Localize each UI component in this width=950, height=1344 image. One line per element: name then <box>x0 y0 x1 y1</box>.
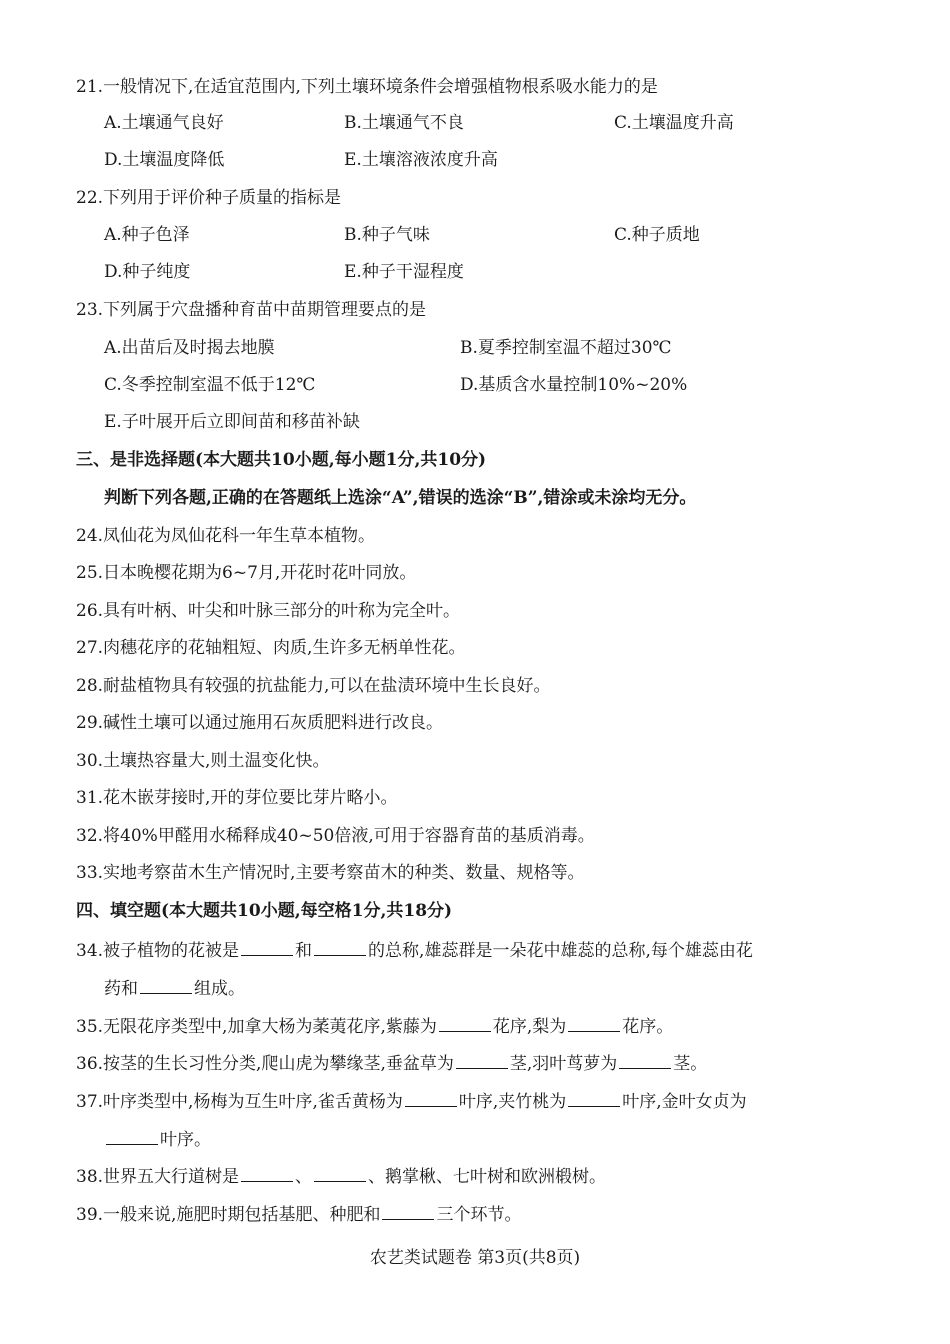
q23-option-d: D.基质含水量控制10%~20% <box>460 375 688 395</box>
q23-option-c: C.冬季控制室温不低于12℃ <box>104 375 316 395</box>
q22-option-a: A.种子色泽 <box>104 225 190 245</box>
q21-option-c: C.土壤温度升高 <box>614 113 734 133</box>
fill-item-34-line1: 34.被子植物的花被是 和 的总称,雄蕊群是一朵花中雄蕊的总称,每个雄蕊由花 <box>76 937 753 963</box>
q22-option-d: D.种子纯度 <box>104 262 191 282</box>
answer-blank[interactable] <box>456 1050 508 1069</box>
question-23-stem: 23.下列属于穴盘播种育苗中苗期管理要点的是 <box>76 300 427 320</box>
answer-blank[interactable] <box>405 1088 457 1107</box>
q21-option-a: A.土壤通气良好 <box>104 113 224 133</box>
section-3-title: 三、是非选择题(本大题共10小题,每小题1分,共10分) <box>76 450 487 470</box>
q22-option-e: E.种子干湿程度 <box>344 262 464 282</box>
q21-option-b: B.土壤通气不良 <box>344 113 464 133</box>
q22-option-c: C.种子质地 <box>614 225 700 245</box>
answer-blank[interactable] <box>568 1013 620 1032</box>
section-3-instruction: 判断下列各题,正确的在答题纸上选涂“A”,错误的选涂“B”,错涂或未涂均无分。 <box>104 488 697 508</box>
q21-option-e: E.土壤溶液浓度升高 <box>344 150 498 170</box>
tf-item-28: 28.耐盐植物具有较强的抗盐能力,可以在盐渍环境中生长良好。 <box>76 676 551 696</box>
fill-item-37-line1: 37.叶序类型中,杨梅为互生叶序,雀舌黄杨为 叶序,夹竹桃为 叶序,金叶女贞为 <box>76 1088 747 1114</box>
tf-item-26: 26.具有叶柄、叶尖和叶脉三部分的叶称为完全叶。 <box>76 601 461 621</box>
tf-item-25: 25.日本晚樱花期为6~7月,开花时花叶同放。 <box>76 563 417 583</box>
fill-item-39: 39.一般来说,施肥时期包括基肥、种肥和 三个环节。 <box>76 1201 521 1227</box>
tf-item-32: 32.将40%甲醛用水稀释成40~50倍液,可用于容器育苗的基质消毒。 <box>76 826 595 846</box>
tf-item-31: 31.花木嵌芽接时,开的芽位要比芽片略小。 <box>76 788 398 808</box>
answer-blank[interactable] <box>382 1201 434 1220</box>
fill-item-36: 36.按茎的生长习性分类,爬山虎为攀缘茎,垂盆草为 茎,羽叶茑萝为 茎。 <box>76 1050 707 1076</box>
q23-option-b: B.夏季控制室温不超过30℃ <box>460 338 672 358</box>
answer-blank[interactable] <box>314 937 366 956</box>
answer-blank[interactable] <box>241 1163 293 1182</box>
section-4-title: 四、填空题(本大题共10小题,每空格1分,共18分) <box>76 901 453 921</box>
fill-item-38: 38.世界五大行道树是 、 、鹅掌楸、七叶树和欧洲椴树。 <box>76 1163 606 1189</box>
tf-item-24: 24.凤仙花为凤仙花科一年生草本植物。 <box>76 526 376 546</box>
q22-option-b: B.种子气味 <box>344 225 430 245</box>
answer-blank[interactable] <box>568 1088 620 1107</box>
q23-option-e: E.子叶展开后立即间苗和移苗补缺 <box>104 412 360 432</box>
answer-blank[interactable] <box>106 1126 158 1145</box>
answer-blank[interactable] <box>619 1050 671 1069</box>
question-22-stem: 22.下列用于评价种子质量的指标是 <box>76 188 342 208</box>
tf-item-30: 30.土壤热容量大,则土温变化快。 <box>76 751 330 771</box>
question-21-stem: 21.一般情况下,在适宜范围内,下列土壤环境条件会增强植物根系吸水能力的是 <box>76 77 658 97</box>
answer-blank[interactable] <box>241 937 293 956</box>
answer-blank[interactable] <box>439 1013 491 1032</box>
q23-option-a: A.出苗后及时揭去地膜 <box>104 338 275 358</box>
tf-item-33: 33.实地考察苗木生产情况时,主要考察苗木的种类、数量、规格等。 <box>76 863 585 883</box>
tf-item-27: 27.肉穗花序的花轴粗短、肉质,生许多无柄单性花。 <box>76 638 466 658</box>
fill-item-34-line2: 药和 组成。 <box>104 975 245 1001</box>
tf-item-29: 29.碱性土壤可以通过施用石灰质肥料进行改良。 <box>76 713 444 733</box>
page-footer: 农艺类试题卷 第3页(共8页) <box>369 1248 581 1268</box>
answer-blank[interactable] <box>314 1163 366 1182</box>
fill-item-37-line2: 叶序。 <box>104 1126 211 1152</box>
answer-blank[interactable] <box>140 975 192 994</box>
q21-option-d: D.土壤温度降低 <box>104 150 225 170</box>
fill-item-35: 35.无限花序类型中,加拿大杨为葇荑花序,紫藤为 花序,梨为 花序。 <box>76 1013 673 1039</box>
